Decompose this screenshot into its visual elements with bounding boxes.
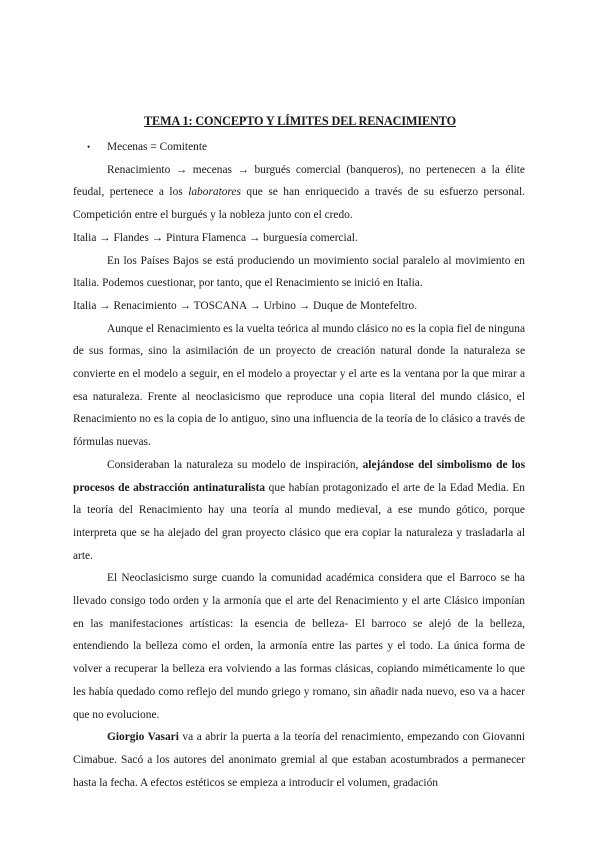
bold-phrase: alejándose del simbolismo de los procesos de abstracción antinaturalista bbox=[73, 458, 525, 494]
paragraph-neoclasicismo: El Neoclasicismo surge cuando la comunidad académica considera que el Barroco se ha llevado consigo todo orden y la armonía que el arte del Renacimiento y el arte Clásico imponían en las manifestaciones artísticas: la esencia de belleza- El barroco se alejó de la belleza, entendiendo la belleza como el orden, la armonía entre las partes y el todo. La única forma de volver a recuperar la belleza era volviendo a las formas clásicas, copiando miméticamente lo que les había quedado como reflejo del mundo griego y romano, sin añadir nada nuevo, eso va a hacer que no evolucione. bbox=[73, 572, 525, 721]
paragraph-mecenas bbox=[73, 159, 525, 227]
bold-name: Giorgio Vasari bbox=[107, 731, 179, 744]
paragraph-text: va a abrir la puerta a la teoría del renacimiento, empezando con Giovanni Cimabue. Sacó a los autores del anonimato gremial al que estaban acostumbrados a permanecer hasta la fecha. A efectos estéticos se empieza a introducir el volumen, gradación bbox=[73, 731, 525, 789]
italic-term: laboratores bbox=[188, 186, 241, 199]
bullet-text: Mecenas = Comitente bbox=[107, 141, 208, 153]
line-italia-toscana: Italia → Renacimiento → TOSCANA → Urbino → Duque de Montefeltro. bbox=[73, 299, 418, 312]
paragraph-vasari bbox=[73, 726, 525, 794]
bullet-icon: • bbox=[87, 142, 91, 152]
line-italia-flandes: Italia → Flandes → Pintura Flamenca → burguesía comercial. bbox=[73, 231, 358, 244]
bullet-item bbox=[73, 136, 525, 159]
document-body bbox=[73, 136, 525, 794]
paragraph-vuelta-clasico: Aunque el Renacimiento es la vuelta teórica al mundo clásico no es la copia fiel de ninguna de sus formas, sino la asimilación de un proyecto de creación natural donde la naturaleza se convierte en el modelo a seguir, en el modelo a proyectar y el arte es la ventana por la que mirar a esa naturaleza. Frente al neoclasicismo que reproduce una copia literal del mundo clásico, el Renacimiento no es la copia de lo antiguo, sino una influencia de la teoría de lo clásico a través de fórmulas nuevas. bbox=[73, 322, 525, 449]
page-title: TEMA 1: CONCEPTO Y LÍMITES DEL RENACIMIENTO bbox=[144, 114, 456, 128]
paragraph-text: que habían protagonizado el arte de la Edad Media. En la teoría del Renacimiento hay una teoría al mundo medieval, a ese mundo gótico, porque interpreta que se ha alejado del gran proyecto clásico que era copiar la naturaleza y trasladarla al arte. bbox=[73, 481, 525, 562]
paragraph-text: que se han enriquecido a través de su esfuerzo personal. Competición entre el burgués y la nobleza junto con el credo. bbox=[73, 186, 525, 222]
paragraph-text: Consideraban la naturaleza su modelo de inspiración, bbox=[107, 458, 363, 471]
paragraph-naturaleza bbox=[73, 454, 525, 568]
paragraph-text: Renacimiento → mecenas → burgués comercial (banqueros), no pertenecen a la élite feudal, pertenece a los bbox=[73, 163, 525, 199]
paragraph-paises-bajos: En los Países Bajos se está produciendo un movimiento social paralelo al movimiento en Italia. Podemos cuestionar, por tanto, que el Renacimiento se inició en Italia. bbox=[73, 254, 525, 290]
